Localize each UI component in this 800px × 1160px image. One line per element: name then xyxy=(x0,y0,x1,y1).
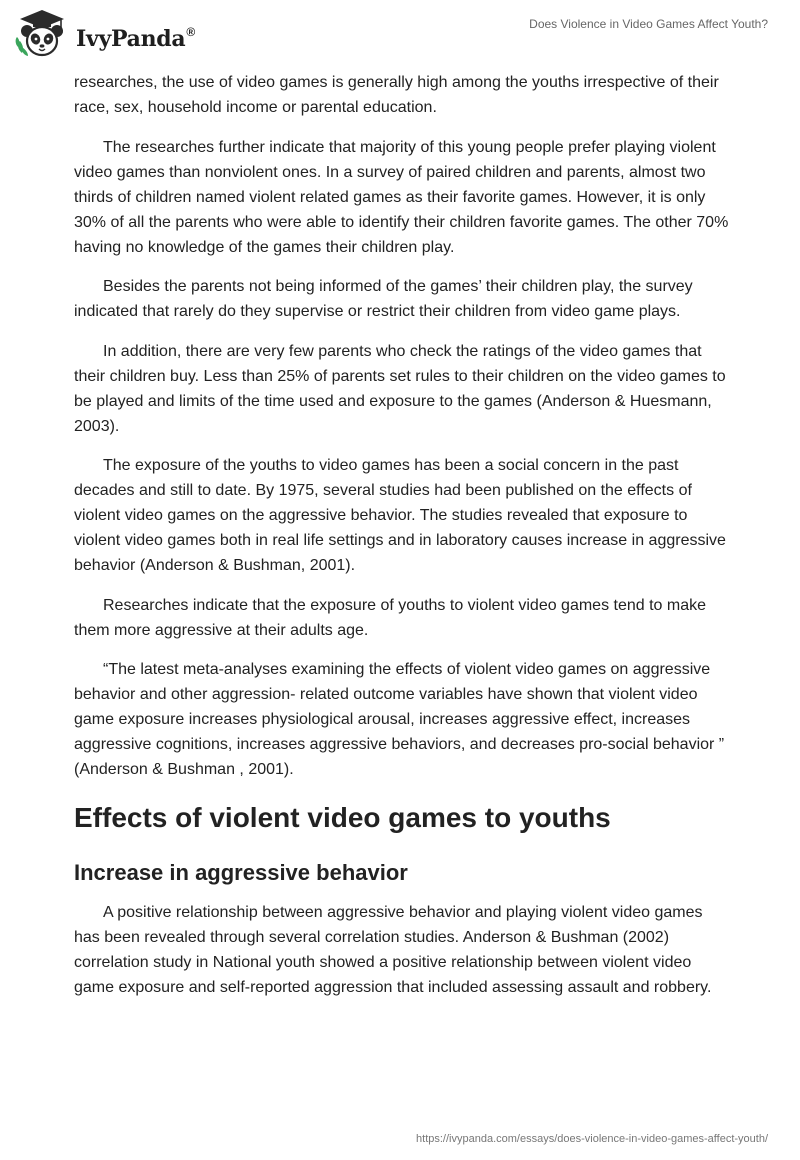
logo-text: IvyPanda® xyxy=(76,24,195,52)
source-url[interactable]: https://ivypanda.com/essays/does-violence-in-video-games-affect-youth/ xyxy=(416,1133,768,1145)
document-title: Does Violence in Video Games Affect Youth? xyxy=(529,17,768,31)
paragraph-continuation: researches, the use of video games is generally high among the youths irrespective of their race, sex, household income or parental education. xyxy=(74,74,719,116)
paragraph-meta-analysis-quote: “The latest meta-analyses examining the effects of violent video games on aggressive behavior and other aggression- related outcome variables have shown that violent video game exposure increases physiological arousal, increases aggressive effect, increases aggressive cognitions, increases aggressive behaviors, and decreases pro-social behavior ” (Anderson & Bushman , 2001). xyxy=(74,661,725,778)
registered-mark: ® xyxy=(186,24,195,39)
paragraph-correlation-studies: A positive relationship between aggressive behavior and playing violent video games has been revealed through several correlation studies. Anderson & Bushman (2002) correlation study in National youth showed a positive relationship between violent video game exposure and self-reported aggression that included assessing assault and robbery. xyxy=(74,904,712,996)
page-header xyxy=(0,0,800,70)
paragraph-aggression-adults: Researches indicate that the exposure of youths to violent video games tend to make them more aggressive at their adults age. xyxy=(74,596,707,639)
ivypanda-logo[interactable] xyxy=(14,9,195,61)
paragraph-violent-preference: The researches further indicate that majority of this young people prefer playing violent video games than nonviolent ones. In a survey of paired children and parents, almost two thirds of children named violent related games as their favorite games. However, it is only 30% of all the parents who were able to identify their children favorite games. The other 70% having no knowledge of the games their children play. xyxy=(74,138,729,256)
section-heading: Effects of violent video games to youths xyxy=(74,802,611,833)
paragraph-social-concern: The exposure of the youths to video games has been a social concern in the past decades and still to date. By 1975, several studies had been published on the effects of violent video games on the aggressive behavior. The studies revealed that exposure to violent video games both in real life settings and in laboratory causes increase in aggressive behavior (Anderson & Bushman, 2001). xyxy=(74,457,726,574)
paragraph-game-ratings: In addition, there are very few parents who check the ratings of the video games that their children buy. Less than 25% of parents set rules to their children on the video games to be played and limits of the time used and exposure to the games (Anderson & Huesmann, 2003). xyxy=(74,342,726,435)
essay-body xyxy=(74,70,730,1015)
paragraph-parental-supervision: Besides the parents not being informed of the games’ their children play, the survey indicated that rarely do they supervise or restrict their children from video game plays. xyxy=(74,278,693,320)
panda-graduate-icon xyxy=(14,9,70,61)
subsection-heading: Increase in aggressive behavior xyxy=(74,860,408,885)
